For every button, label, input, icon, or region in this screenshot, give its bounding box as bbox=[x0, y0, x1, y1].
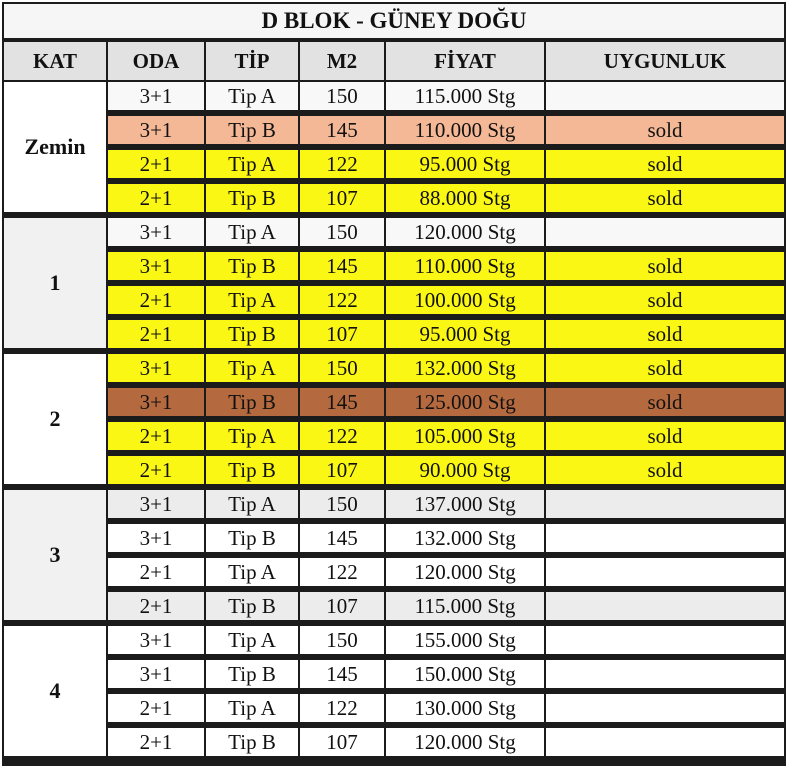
cell-uygunluk bbox=[546, 592, 784, 620]
cell-fiyat: 95.000 Stg bbox=[386, 320, 544, 348]
cell-oda: 2+1 bbox=[108, 184, 204, 212]
cell-oda: 3+1 bbox=[108, 218, 204, 246]
cell-m2: 107 bbox=[300, 728, 384, 756]
cell-uygunluk: sold bbox=[546, 150, 784, 178]
cell-m2: 145 bbox=[300, 660, 384, 688]
cell-uygunluk bbox=[546, 490, 784, 518]
price-table bbox=[2, 2, 786, 766]
cell-oda: 2+1 bbox=[108, 592, 204, 620]
cell-uygunluk bbox=[546, 728, 784, 756]
cell-oda: 2+1 bbox=[108, 286, 204, 314]
cell-tip: Tip A bbox=[206, 626, 298, 654]
cell-uygunluk bbox=[546, 82, 784, 110]
cell-oda: 2+1 bbox=[108, 422, 204, 450]
header-uygunluk: UYGUNLUK bbox=[546, 42, 784, 80]
cell-m2: 145 bbox=[300, 388, 384, 416]
cell-tip: Tip B bbox=[206, 252, 298, 280]
cell-fiyat: 150.000 Stg bbox=[386, 660, 544, 688]
header-m2: M2 bbox=[300, 42, 384, 80]
cell-tip: Tip A bbox=[206, 150, 298, 178]
cell-tip: Tip A bbox=[206, 354, 298, 382]
cell-uygunluk bbox=[546, 626, 784, 654]
cell-uygunluk bbox=[546, 524, 784, 552]
floor-label: 4 bbox=[4, 626, 106, 756]
cell-tip: Tip B bbox=[206, 456, 298, 484]
cell-fiyat: 105.000 Stg bbox=[386, 422, 544, 450]
cell-fiyat: 137.000 Stg bbox=[386, 490, 544, 518]
cell-tip: Tip B bbox=[206, 660, 298, 688]
cell-m2: 122 bbox=[300, 286, 384, 314]
cell-oda: 3+1 bbox=[108, 490, 204, 518]
cell-m2: 150 bbox=[300, 82, 384, 110]
cell-m2: 150 bbox=[300, 490, 384, 518]
cell-uygunluk: sold bbox=[546, 422, 784, 450]
cell-m2: 107 bbox=[300, 456, 384, 484]
cell-uygunluk bbox=[546, 694, 784, 722]
cell-oda: 3+1 bbox=[108, 524, 204, 552]
cell-tip: Tip B bbox=[206, 184, 298, 212]
header-oda: ODA bbox=[108, 42, 204, 80]
header-tip: TİP bbox=[206, 42, 298, 80]
cell-fiyat: 115.000 Stg bbox=[386, 82, 544, 110]
cell-fiyat: 110.000 Stg bbox=[386, 252, 544, 280]
cell-tip: Tip A bbox=[206, 218, 298, 246]
cell-oda: 3+1 bbox=[108, 354, 204, 382]
cell-uygunluk: sold bbox=[546, 354, 784, 382]
cell-uygunluk: sold bbox=[546, 320, 784, 348]
cell-fiyat: 95.000 Stg bbox=[386, 150, 544, 178]
cell-m2: 145 bbox=[300, 116, 384, 144]
header-fiyat: FİYAT bbox=[386, 42, 544, 80]
floor-label: 3 bbox=[4, 490, 106, 620]
cell-fiyat: 132.000 Stg bbox=[386, 354, 544, 382]
cell-oda: 2+1 bbox=[108, 558, 204, 586]
cell-tip: Tip A bbox=[206, 286, 298, 314]
cell-oda: 2+1 bbox=[108, 150, 204, 178]
cell-tip: Tip A bbox=[206, 694, 298, 722]
table-title: D BLOK - GÜNEY DOĞU bbox=[4, 4, 784, 38]
cell-m2: 150 bbox=[300, 354, 384, 382]
cell-uygunluk bbox=[546, 558, 784, 586]
header-kat: KAT bbox=[4, 42, 106, 80]
cell-tip: Tip B bbox=[206, 320, 298, 348]
cell-fiyat: 155.000 Stg bbox=[386, 626, 544, 654]
cell-fiyat: 115.000 Stg bbox=[386, 592, 544, 620]
cell-m2: 107 bbox=[300, 320, 384, 348]
cell-fiyat: 110.000 Stg bbox=[386, 116, 544, 144]
cell-uygunluk: sold bbox=[546, 286, 784, 314]
cell-uygunluk: sold bbox=[546, 184, 784, 212]
floor-label: 2 bbox=[4, 354, 106, 484]
cell-tip: Tip A bbox=[206, 82, 298, 110]
cell-m2: 150 bbox=[300, 218, 384, 246]
cell-uygunluk bbox=[546, 218, 784, 246]
cell-m2: 122 bbox=[300, 694, 384, 722]
cell-m2: 145 bbox=[300, 252, 384, 280]
cell-fiyat: 125.000 Stg bbox=[386, 388, 544, 416]
cell-oda: 3+1 bbox=[108, 388, 204, 416]
cell-m2: 107 bbox=[300, 184, 384, 212]
cell-oda: 3+1 bbox=[108, 116, 204, 144]
cell-tip: Tip B bbox=[206, 116, 298, 144]
cell-tip: Tip A bbox=[206, 490, 298, 518]
cell-m2: 122 bbox=[300, 150, 384, 178]
cell-fiyat: 120.000 Stg bbox=[386, 218, 544, 246]
cell-fiyat: 100.000 Stg bbox=[386, 286, 544, 314]
cell-fiyat: 132.000 Stg bbox=[386, 524, 544, 552]
floor-label: 1 bbox=[4, 218, 106, 348]
cell-uygunluk: sold bbox=[546, 388, 784, 416]
cell-m2: 145 bbox=[300, 524, 384, 552]
cell-m2: 122 bbox=[300, 558, 384, 586]
cell-oda: 3+1 bbox=[108, 660, 204, 688]
cell-fiyat: 120.000 Stg bbox=[386, 728, 544, 756]
floor-label: Zemin bbox=[4, 82, 106, 212]
cell-uygunluk: sold bbox=[546, 116, 784, 144]
cell-tip: Tip B bbox=[206, 388, 298, 416]
cell-tip: Tip B bbox=[206, 592, 298, 620]
cell-m2: 107 bbox=[300, 592, 384, 620]
cell-oda: 3+1 bbox=[108, 626, 204, 654]
cell-m2: 150 bbox=[300, 626, 384, 654]
cell-tip: Tip A bbox=[206, 422, 298, 450]
cell-fiyat: 90.000 Stg bbox=[386, 456, 544, 484]
cell-oda: 2+1 bbox=[108, 728, 204, 756]
cell-uygunluk: sold bbox=[546, 456, 784, 484]
cell-oda: 2+1 bbox=[108, 694, 204, 722]
cell-uygunluk bbox=[546, 660, 784, 688]
cell-oda: 2+1 bbox=[108, 320, 204, 348]
cell-tip: Tip A bbox=[206, 558, 298, 586]
cell-tip: Tip B bbox=[206, 524, 298, 552]
cell-fiyat: 88.000 Stg bbox=[386, 184, 544, 212]
cell-oda: 2+1 bbox=[108, 456, 204, 484]
cell-tip: Tip B bbox=[206, 728, 298, 756]
cell-fiyat: 120.000 Stg bbox=[386, 558, 544, 586]
cell-m2: 122 bbox=[300, 422, 384, 450]
cell-uygunluk: sold bbox=[546, 252, 784, 280]
cell-oda: 3+1 bbox=[108, 252, 204, 280]
cell-oda: 3+1 bbox=[108, 82, 204, 110]
cell-fiyat: 130.000 Stg bbox=[386, 694, 544, 722]
